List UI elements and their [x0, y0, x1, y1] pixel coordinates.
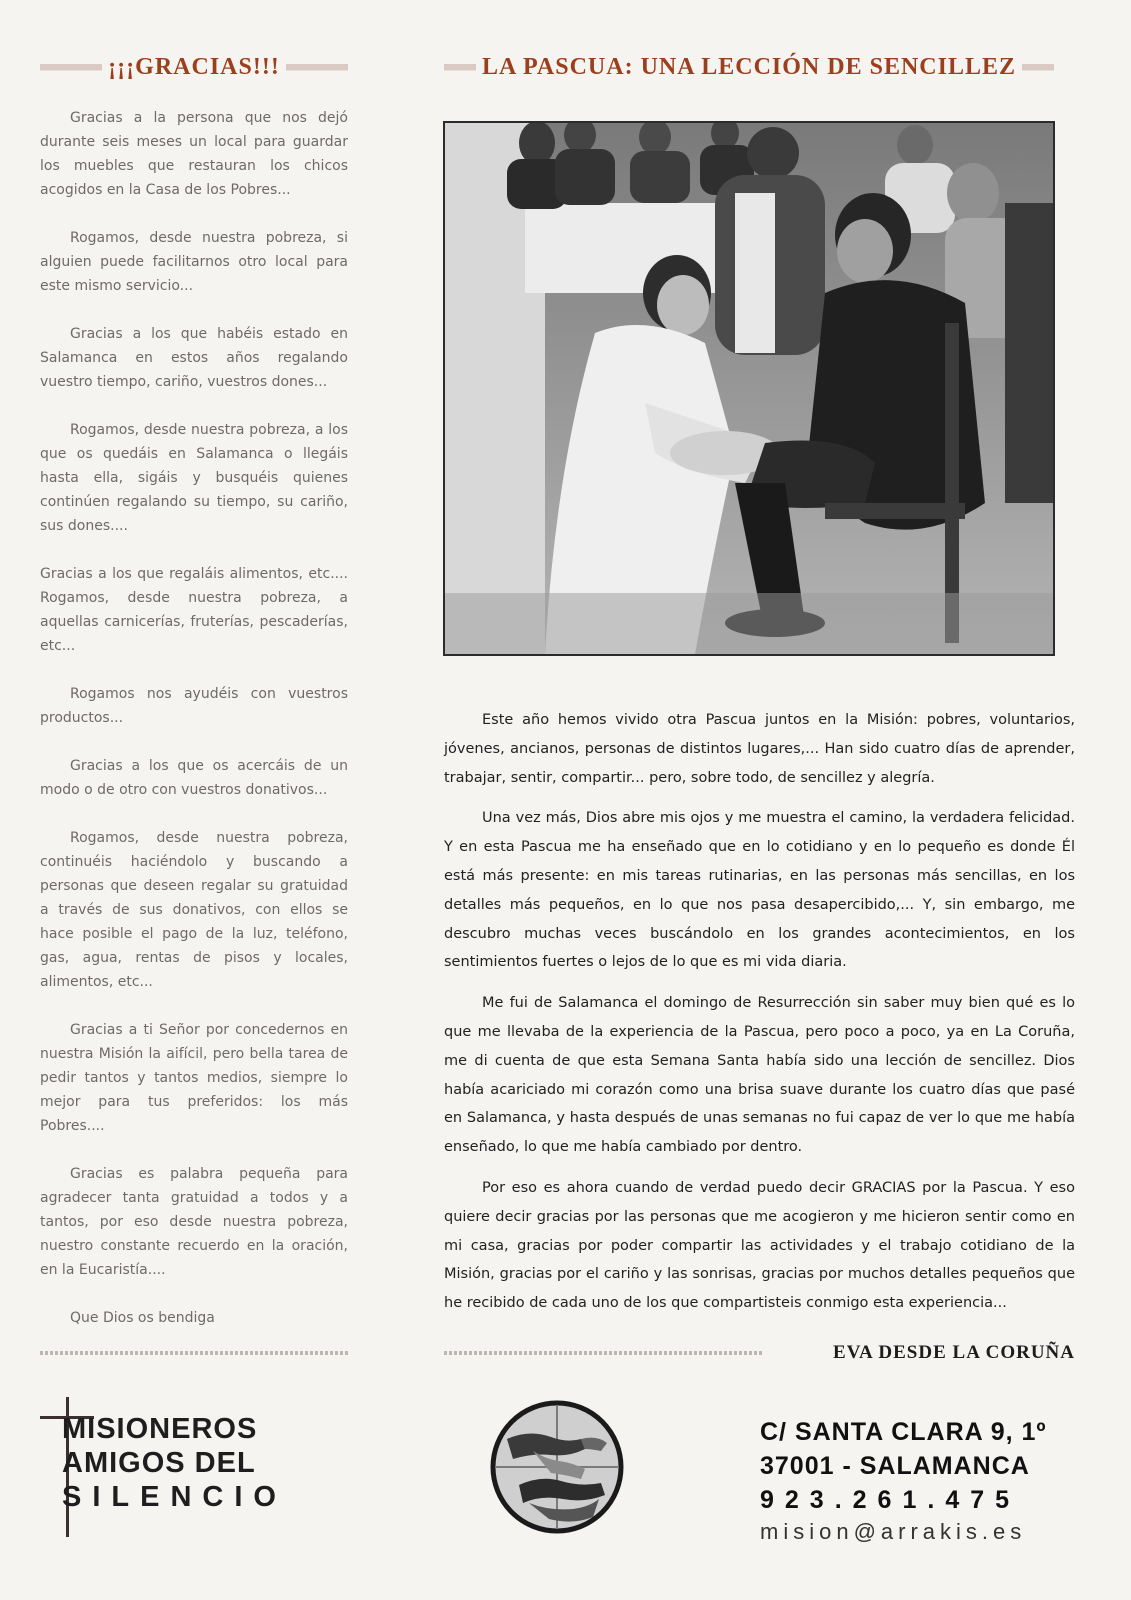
left-paragraph: Rogamos nos ayudéis con vuestros productos... — [40, 686, 348, 726]
right-paragraph: Me fui de Salamanca el domingo de Resurrección sin saber muy bien qué es lo que me llevaba de la experiencia de la Pascua, pero poco a poco, ya en La Coruña, me di cuenta de que esta Semana Santa había sido una lección de sencillez. Dios había acariciado mi corazón como una brisa suave durante los cuatro días que pasé en Salamanca, y hasta después de unas semanas no fui capaz de ver lo que me había enseñado, lo que me había cambiado por dentro. — [444, 995, 1075, 1156]
logo-line: MISIONEROS — [62, 1413, 258, 1445]
left-paragraph: Rogamos, desde nuestra pobreza, continuéis haciéndolo y buscando a personas que deseen regalar su gratuidad a través de sus donativos, con ellos se hace posible el pago de la luz, teléfono, gas, agua, rentas de pisos y locales, alimentos, etc... — [40, 830, 348, 990]
right-paragraph: Una vez más, Dios abre mis ojos y me muestra el camino, la verdadera felicidad. Y en esta Pascua me ha enseñado que en lo cotidiano y en lo pequeño es donde Él está más presente: en mis tareas rutinarias, en las personas más sencillas, en los detalles más pequeños, en lo que nos pasa desapercibido,... Y, sin embargo, me descubro muchas veces buscándolo en los grandes acontecimientos, en los sentimientos fuertes o lejos de lo que es mi vida diaria. — [444, 810, 1075, 971]
left-paragraph: Gracias a los que os acercáis de un modo o de otro con vuestros donativos... — [40, 758, 348, 798]
left-paragraph: Gracias es palabra pequeña para agradecer tanta gratuidad a todos y a tantos, por eso desde nuestra pobreza, nuestro constante recuerdo en la oración, en la Eucaristía.... — [40, 1166, 348, 1278]
right-paragraph: Este año hemos vivido otra Pascua juntos en la Misión: pobres, voluntarios, jóvenes, ancianos, personas de distintos lugares,... Han sido cuatro días de aprender, trabajar, sentir, compartir... pero, sobre todo, de sencillez y alegría. — [444, 712, 1075, 786]
left-paragraph: Gracias a los que regaláis alimentos, etc.... Rogamos, desde nuestra pobreza, a aquellas carnicerías, fruterías, pescaderías, etc... — [40, 566, 348, 654]
contact-address: C/ SANTA CLARA 9, 1º — [760, 1418, 1047, 1446]
contact-block — [760, 1415, 1080, 1545]
right-paragraph: Por eso es ahora cuando de verdad puedo decir GRACIAS por la Pascua. Y eso quiere decir gracias por las personas que me acogieron y me hicieron sentir como en mi casa, gracias por poder compartir las actividades y el trabajo cotidiano de la Misión, gracias por el cariño y las sonrisas, gracias por muchos detalles pequeños que he recibido de cada uno de los que compartisteis conmigo esta experiencia... — [444, 1179, 1075, 1312]
logo-line: AMIGOS DEL — [62, 1447, 256, 1479]
photo-foot-washing — [443, 121, 1055, 656]
left-paragraph: Gracias a los que habéis estado en Salamanca en estos años regalando vuestro tiempo, cariño, vuestros dones... — [40, 326, 348, 390]
right-heading — [444, 52, 1054, 82]
contact-phone: 923.261.475 — [760, 1486, 1021, 1514]
left-paragraph: Que Dios os bendiga — [70, 1310, 215, 1326]
left-paragraph: Rogamos, desde nuestra pobreza, a los que os quedáis en Salamanca o llegáis hasta ella, sigáis y busquéis quienes continúen regalando su tiempo, su cariño, sus dones.... — [40, 422, 348, 534]
left-paragraph: Gracias a la persona que nos dejó durante seis meses un local para guardar los muebles que restauran los chicos acogidos en la Casa de los Pobres... — [40, 110, 348, 198]
contact-city: 37001 - SALAMANCA — [760, 1452, 1030, 1480]
signature: EVA DESDE LA CORUÑA — [833, 1342, 1075, 1363]
left-column — [40, 106, 348, 1354]
left-paragraph: Gracias a ti Señor por concedernos en nuestra Misión la aifícil, pero bella tarea de pedir tantos y tantos medios, siempre lo mejor para tus preferidos: los más Pobres.... — [40, 1022, 348, 1134]
hands-emblem-icon — [489, 1399, 625, 1539]
divider-left — [40, 1351, 348, 1355]
right-column — [444, 706, 1075, 1330]
contact-email[interactable]: mision@arrakis.es — [760, 1519, 1027, 1544]
left-paragraph: Rogamos, desde nuestra pobreza, si alguien puede facilitarnos otro local para este mismo servicio... — [40, 230, 348, 294]
left-heading-text: ¡¡¡GRACIAS!!! — [102, 54, 286, 81]
right-heading-text: LA PASCUA: UNA LECCIÓN DE SENCILLEZ — [476, 54, 1022, 81]
divider-right — [444, 1351, 764, 1355]
left-heading — [40, 52, 348, 82]
logo — [62, 1412, 287, 1514]
logo-line: SILENCIO — [62, 1481, 287, 1513]
